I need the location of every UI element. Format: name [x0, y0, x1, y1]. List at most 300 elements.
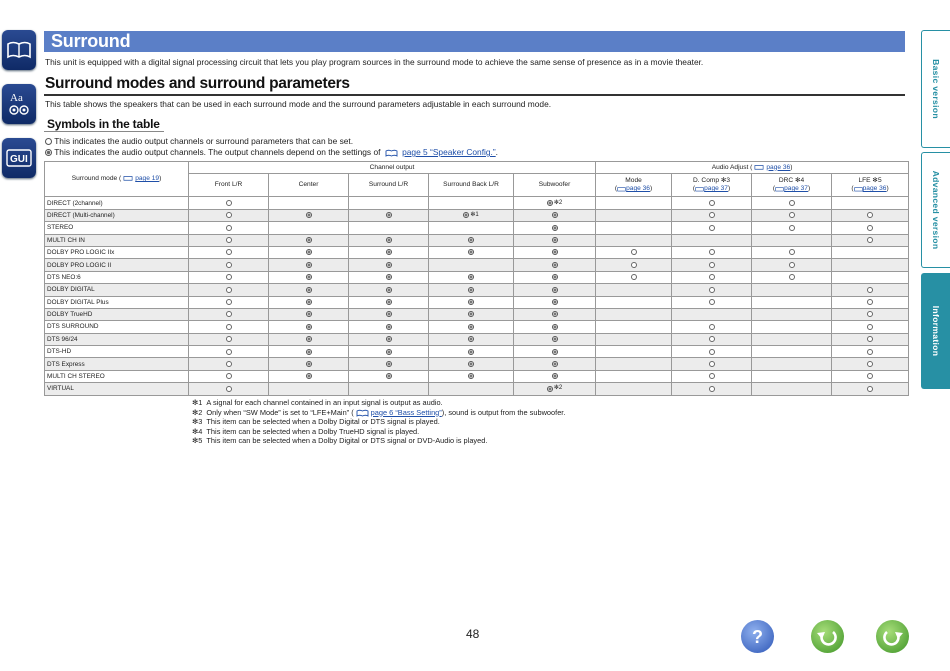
- channel-col-1: Center: [269, 174, 349, 197]
- dotted-circle-icon: [468, 311, 474, 317]
- svg-text:GUI: GUI: [10, 154, 28, 165]
- table-cell: [514, 321, 596, 333]
- table-cell: [752, 234, 832, 246]
- back-icon[interactable]: [811, 620, 844, 653]
- table-cell: [349, 209, 429, 221]
- open-circle-icon: [789, 212, 795, 218]
- table-cell: [672, 197, 752, 209]
- open-circle-icon: [709, 262, 715, 268]
- table-row: [45, 271, 909, 283]
- table-cell: [514, 222, 596, 234]
- table-cell: [596, 271, 672, 283]
- open-circle-icon: [226, 361, 232, 367]
- open-circle-icon: [226, 299, 232, 305]
- adjust-page-link[interactable]: page 36: [626, 185, 650, 193]
- dotted-circle-icon: [386, 249, 392, 255]
- dotted-circle-icon: [306, 287, 312, 293]
- channel-col-3: Surround Back L/R: [429, 174, 514, 197]
- open-circle-icon: [709, 287, 715, 293]
- dotted-circle-icon: [306, 249, 312, 255]
- table-cell: [269, 246, 349, 258]
- table-cell: [672, 259, 752, 271]
- surround-mode-name: STEREO: [45, 222, 189, 234]
- dotted-circle-icon: [306, 336, 312, 342]
- surround-mode-name: MULTI CH IN: [45, 234, 189, 246]
- table-cell: [429, 346, 514, 358]
- table-cell: [269, 321, 349, 333]
- table-cell: [349, 296, 429, 308]
- footnote: ✻2 Only when “SW Mode” is set to “LFE+Main” ( page 6 “Bass Setting”), sound is output from the subwoofer.: [192, 407, 566, 417]
- surround-mode-page-link[interactable]: page 19: [135, 175, 160, 183]
- footnote-marker: ✻2: [553, 199, 563, 206]
- dotted-circle-icon: [552, 249, 558, 255]
- table-cell: [349, 197, 429, 209]
- table-cell: [596, 358, 672, 370]
- table-cell: [269, 271, 349, 283]
- table-row: [45, 308, 909, 320]
- table-cell: [189, 271, 269, 283]
- book-link-icon: [695, 186, 704, 192]
- dotted-circle-icon: [386, 349, 392, 355]
- dotted-circle-icon: [306, 373, 312, 379]
- table-cell: [189, 246, 269, 258]
- open-circle-icon: [789, 262, 795, 268]
- dotted-circle-icon: [468, 287, 474, 293]
- table-cell: [672, 284, 752, 296]
- open-circle-icon: [867, 225, 873, 231]
- surround-mode-name: DIRECT (2channel): [45, 197, 189, 209]
- table-cell: [672, 370, 752, 382]
- dotted-circle-icon: [468, 249, 474, 255]
- table-cell: [189, 234, 269, 246]
- open-circle-icon: [789, 200, 795, 206]
- table-cell: [596, 333, 672, 345]
- open-circle-icon: [709, 386, 715, 392]
- table-cell: [832, 308, 909, 320]
- table-cell: [189, 333, 269, 345]
- dotted-circle-icon: [386, 262, 392, 268]
- book-link-icon: [854, 186, 863, 192]
- table-cell: [596, 246, 672, 258]
- open-circle-icon: [226, 386, 232, 392]
- table-cell: [189, 321, 269, 333]
- tab-information[interactable]: Information: [921, 273, 950, 389]
- table-cell: [429, 259, 514, 271]
- table-cell: [349, 284, 429, 296]
- table-cell: [269, 222, 349, 234]
- book-link-icon: [617, 186, 626, 192]
- dotted-circle-icon: [386, 287, 392, 293]
- dotted-circle-icon: [552, 373, 558, 379]
- dotted-circle-icon: [306, 299, 312, 305]
- surround-mode-name: DTS-HD: [45, 346, 189, 358]
- open-circle-icon: [709, 349, 715, 355]
- book-link-icon: [754, 164, 764, 170]
- svg-text:Aa: Aa: [10, 92, 23, 104]
- dotted-circle-icon: [386, 324, 392, 330]
- tab-basic-version[interactable]: Basic version: [921, 30, 950, 148]
- table-cell: [429, 333, 514, 345]
- table-cell: [752, 358, 832, 370]
- footnote: ✻3 This item can be selected when a Dolby Digital or DTS signal is played.: [192, 417, 440, 427]
- open-circle-icon: [631, 274, 637, 280]
- table-cell: [429, 321, 514, 333]
- dotted-circle-icon: [386, 361, 392, 367]
- dotted-circle-icon: [547, 386, 553, 392]
- surround-mode-name: DTS Express: [45, 358, 189, 370]
- page-number: 48: [466, 627, 480, 641]
- surround-mode-name: DOLBY DIGITAL: [45, 284, 189, 296]
- table-cell: [672, 234, 752, 246]
- symbol-2-period: .: [495, 147, 498, 157]
- table-cell: [269, 358, 349, 370]
- table-cell: [269, 296, 349, 308]
- table-cell: [832, 209, 909, 221]
- table-cell: [189, 222, 269, 234]
- symbol-line-2: [45, 147, 498, 157]
- open-circle-icon: [709, 324, 715, 330]
- channel-col-2: Surround L/R: [349, 174, 429, 197]
- table-cell: [514, 259, 596, 271]
- open-circle-icon: [867, 237, 873, 243]
- table-cell: [672, 271, 752, 283]
- dotted-circle-icon: [306, 212, 312, 218]
- table-row: [45, 284, 909, 296]
- channel-output-header: Channel output: [189, 162, 596, 174]
- table-cell: [429, 246, 514, 258]
- table-cell: [596, 197, 672, 209]
- footnote-marker: ✻1: [470, 211, 479, 218]
- table-cell: [349, 259, 429, 271]
- table-cell: [832, 346, 909, 358]
- surround-mode-name: DTS NEO:6: [45, 271, 189, 283]
- open-circle-icon: [789, 249, 795, 255]
- table-cell: [429, 197, 514, 209]
- table-cell: [596, 383, 672, 395]
- dotted-circle-icon: [386, 212, 392, 218]
- dotted-circle-icon: [306, 274, 312, 280]
- section-text: This table shows the speakers that can be used in each surround mode and the surround parameters adjustable in each surround mode.: [45, 99, 552, 109]
- table-cell: [596, 284, 672, 296]
- table-cell: [596, 259, 672, 271]
- table-cell: [752, 321, 832, 333]
- dotted-circle-icon: [552, 299, 558, 305]
- symbol-2-text: This indicates the audio output channels. The output channels depend on the settings of: [54, 147, 381, 157]
- table-row: [45, 197, 909, 209]
- open-circle-icon: [226, 237, 232, 243]
- adjust-page-link[interactable]: page 37: [784, 185, 808, 193]
- table-cell: [189, 259, 269, 271]
- table-cell: [752, 333, 832, 345]
- table-cell: [832, 234, 909, 246]
- table-cell: [429, 284, 514, 296]
- dotted-circle-icon: [386, 373, 392, 379]
- table-cell: [429, 358, 514, 370]
- table-row: [45, 222, 909, 234]
- open-circle-icon: [867, 287, 873, 293]
- footnotes: [192, 398, 565, 446]
- table-cell: [672, 246, 752, 258]
- dotted-circle-icon: [468, 324, 474, 330]
- dotted-circle-icon: [306, 311, 312, 317]
- open-circle-icon: [226, 324, 232, 330]
- symbols-heading: Symbols in the table: [47, 117, 160, 131]
- dotted-circle-icon: [306, 237, 312, 243]
- open-circle-icon: [867, 336, 873, 342]
- table-cell: [832, 259, 909, 271]
- dotted-circle-icon: [386, 274, 392, 280]
- section-divider: [44, 94, 905, 96]
- speaker-config-link[interactable]: page 5 “Speaker Config.”: [402, 147, 496, 157]
- dotted-circle-icon: [552, 336, 558, 342]
- table-cell: [752, 346, 832, 358]
- dotted-circle-icon: [468, 274, 474, 280]
- table-cell: [429, 209, 514, 221]
- table-cell: [429, 383, 514, 395]
- table-cell: [672, 321, 752, 333]
- adjust-col-1: D. Comp ✻3 ( page 37): [672, 174, 752, 197]
- dotted-circle-icon: [468, 361, 474, 367]
- table-cell: [672, 222, 752, 234]
- table-cell: [269, 333, 349, 345]
- dotted-circle-icon: [552, 361, 558, 367]
- open-circle-icon: [867, 311, 873, 317]
- table-cell: [596, 308, 672, 320]
- dotted-circle-icon: [386, 336, 392, 342]
- footnote-marker: ✻2: [553, 385, 563, 392]
- table-cell: [596, 222, 672, 234]
- table-cell: [429, 222, 514, 234]
- dotted-circle-icon: [45, 149, 52, 156]
- forward-icon[interactable]: [876, 620, 909, 653]
- table-cell: [514, 246, 596, 258]
- table-cell: [752, 284, 832, 296]
- table-row: [45, 209, 909, 221]
- footnote: ✻4 This item can be selected when a Dolby TrueHD signal is played.: [192, 426, 420, 436]
- footnote: ✻5 This item can be selected when a Dolby Digital or DTS signal or DVD-Audio is played.: [192, 436, 488, 446]
- open-circle-icon: [867, 212, 873, 218]
- open-circle-icon: [631, 249, 637, 255]
- dotted-circle-icon: [306, 361, 312, 367]
- table-cell: [672, 308, 752, 320]
- dotted-circle-icon: [468, 373, 474, 379]
- open-circle-icon: [226, 249, 232, 255]
- open-circle-icon: [709, 249, 715, 255]
- table-cell: [349, 346, 429, 358]
- dotted-circle-icon: [552, 311, 558, 317]
- table-cell: [832, 333, 909, 345]
- dotted-circle-icon: [306, 262, 312, 268]
- table-row: [45, 383, 909, 395]
- surround-mode-name: DOLBY TrueHD: [45, 308, 189, 320]
- table-cell: [752, 296, 832, 308]
- page-title: Surround: [51, 31, 131, 51]
- table-cell: [672, 296, 752, 308]
- table-cell: [189, 370, 269, 382]
- open-circle-icon: [709, 373, 715, 379]
- book-link-icon: [356, 409, 369, 417]
- table-cell: [672, 333, 752, 345]
- dotted-circle-icon: [386, 311, 392, 317]
- book-link-icon: [775, 186, 784, 192]
- table-cell: [832, 383, 909, 395]
- table-cell: [752, 308, 832, 320]
- table-cell: [349, 358, 429, 370]
- glossary-aa-icon[interactable]: [2, 84, 36, 124]
- table-cell: [514, 358, 596, 370]
- surround-mode-name: DOLBY PRO LOGIC II: [45, 259, 189, 271]
- surround-mode-name: VIRTUAL: [45, 383, 189, 395]
- gui-icon[interactable]: [2, 138, 36, 178]
- table-cell: [269, 209, 349, 221]
- table-cell: [189, 346, 269, 358]
- table-cell: [349, 246, 429, 258]
- open-circle-icon: [709, 361, 715, 367]
- dotted-circle-icon: [547, 200, 553, 206]
- surround-mode-table: [44, 161, 909, 396]
- dotted-circle-icon: [552, 274, 558, 280]
- table-cell: [514, 197, 596, 209]
- adjust-col-0: Mode ( page 36): [596, 174, 672, 197]
- open-circle-icon: [867, 349, 873, 355]
- table-cell: [189, 209, 269, 221]
- dotted-circle-icon: [552, 237, 558, 243]
- table-row: [45, 259, 909, 271]
- table-cell: [349, 271, 429, 283]
- table-cell: [269, 197, 349, 209]
- open-circle-icon: [226, 373, 232, 379]
- col-surround-mode: Surround mode ( page 19): [45, 162, 189, 197]
- table-cell: [752, 197, 832, 209]
- open-circle-icon: [867, 373, 873, 379]
- open-circle-icon: [867, 386, 873, 392]
- table-cell: [514, 346, 596, 358]
- table-cell: [596, 234, 672, 246]
- channel-col-0: Front L/R: [189, 174, 269, 197]
- table-cell: [514, 284, 596, 296]
- table-cell: [189, 383, 269, 395]
- dotted-circle-icon: [386, 299, 392, 305]
- open-circle-icon: [226, 225, 232, 231]
- audio-adjust-page-link[interactable]: page 36: [766, 163, 791, 171]
- surround-mode-name: MULTI CH STEREO: [45, 370, 189, 382]
- table-cell: [349, 370, 429, 382]
- adjust-col-2: DRC ✻4 ( page 37): [752, 174, 832, 197]
- table-cell: [832, 370, 909, 382]
- table-cell: [596, 370, 672, 382]
- symbol-1-text: This indicates the audio output channels or surround parameters that can be set.: [54, 136, 354, 146]
- table-row: [45, 321, 909, 333]
- table-cell: [672, 209, 752, 221]
- table-cell: [596, 209, 672, 221]
- tab-advanced-version[interactable]: Advanced version: [921, 152, 950, 268]
- table-cell: [349, 383, 429, 395]
- table-row: [45, 296, 909, 308]
- svg-text:?: ?: [752, 627, 763, 647]
- dotted-circle-icon: [306, 349, 312, 355]
- adjust-page-link[interactable]: page 36: [862, 185, 887, 193]
- table-cell: [189, 197, 269, 209]
- channel-col-4: Subwoofer: [514, 174, 596, 197]
- table-cell: [269, 308, 349, 320]
- table-cell: [752, 246, 832, 258]
- table-row: [45, 358, 909, 370]
- open-circle-icon: [226, 349, 232, 355]
- dotted-circle-icon: [552, 349, 558, 355]
- table-cell: [832, 284, 909, 296]
- contents-book-icon[interactable]: [2, 30, 36, 70]
- audio-adjust-header: Audio Adjust ( page 36): [596, 162, 909, 174]
- open-circle-icon: [867, 361, 873, 367]
- adjust-page-link[interactable]: page 37: [704, 185, 728, 193]
- dotted-circle-icon: [468, 336, 474, 342]
- table-cell: [429, 271, 514, 283]
- help-icon[interactable]: [741, 620, 774, 653]
- table-cell: [514, 296, 596, 308]
- symbol-line-1: [45, 136, 353, 146]
- dotted-circle-icon: [552, 262, 558, 268]
- dotted-circle-icon: [552, 225, 558, 231]
- table-cell: [349, 222, 429, 234]
- symbols-underline: [44, 131, 164, 132]
- dotted-circle-icon: [306, 324, 312, 330]
- open-circle-icon: [709, 336, 715, 342]
- open-circle-icon: [226, 200, 232, 206]
- table-cell: [752, 259, 832, 271]
- open-circle-icon: [709, 225, 715, 231]
- table-cell: [672, 346, 752, 358]
- surround-mode-name: DTS SURROUND: [45, 321, 189, 333]
- open-circle-icon: [867, 299, 873, 305]
- bass-setting-link[interactable]: page 6 “Bass Setting”: [370, 407, 442, 417]
- open-circle-icon: [226, 212, 232, 218]
- table-cell: [752, 222, 832, 234]
- surround-mode-name: DOLBY PRO LOGIC IIx: [45, 246, 189, 258]
- section-heading: Surround modes and surround parameters: [45, 75, 350, 92]
- open-circle-icon: [789, 225, 795, 231]
- page-title-bar: [44, 31, 905, 52]
- intro-text: This unit is equipped with a digital signal processing circuit that lets you play program sources in the surround mode to achieve the same sense of presence as in a movie theater.: [45, 57, 704, 67]
- table-cell: [672, 383, 752, 395]
- table-cell: [349, 333, 429, 345]
- dotted-circle-icon: [468, 349, 474, 355]
- table-cell: [514, 333, 596, 345]
- table-cell: [752, 383, 832, 395]
- table-cell: [189, 284, 269, 296]
- dotted-circle-icon: [552, 212, 558, 218]
- table-cell: [514, 271, 596, 283]
- table-cell: [752, 209, 832, 221]
- open-circle-icon: [226, 336, 232, 342]
- table-cell: [269, 259, 349, 271]
- table-cell: [514, 383, 596, 395]
- table-row: [45, 333, 909, 345]
- table-cell: [189, 296, 269, 308]
- dotted-circle-icon: [552, 324, 558, 330]
- table-cell: [349, 308, 429, 320]
- table-cell: [429, 296, 514, 308]
- table-row: [45, 346, 909, 358]
- table-cell: [514, 209, 596, 221]
- surround-mode-name: DOLBY DIGITAL Plus: [45, 296, 189, 308]
- table-cell: [269, 383, 349, 395]
- book-link-icon: [385, 149, 398, 157]
- table-row: [45, 370, 909, 382]
- open-circle-icon: [709, 299, 715, 305]
- table-cell: [269, 370, 349, 382]
- open-circle-icon: [709, 212, 715, 218]
- table-cell: [189, 308, 269, 320]
